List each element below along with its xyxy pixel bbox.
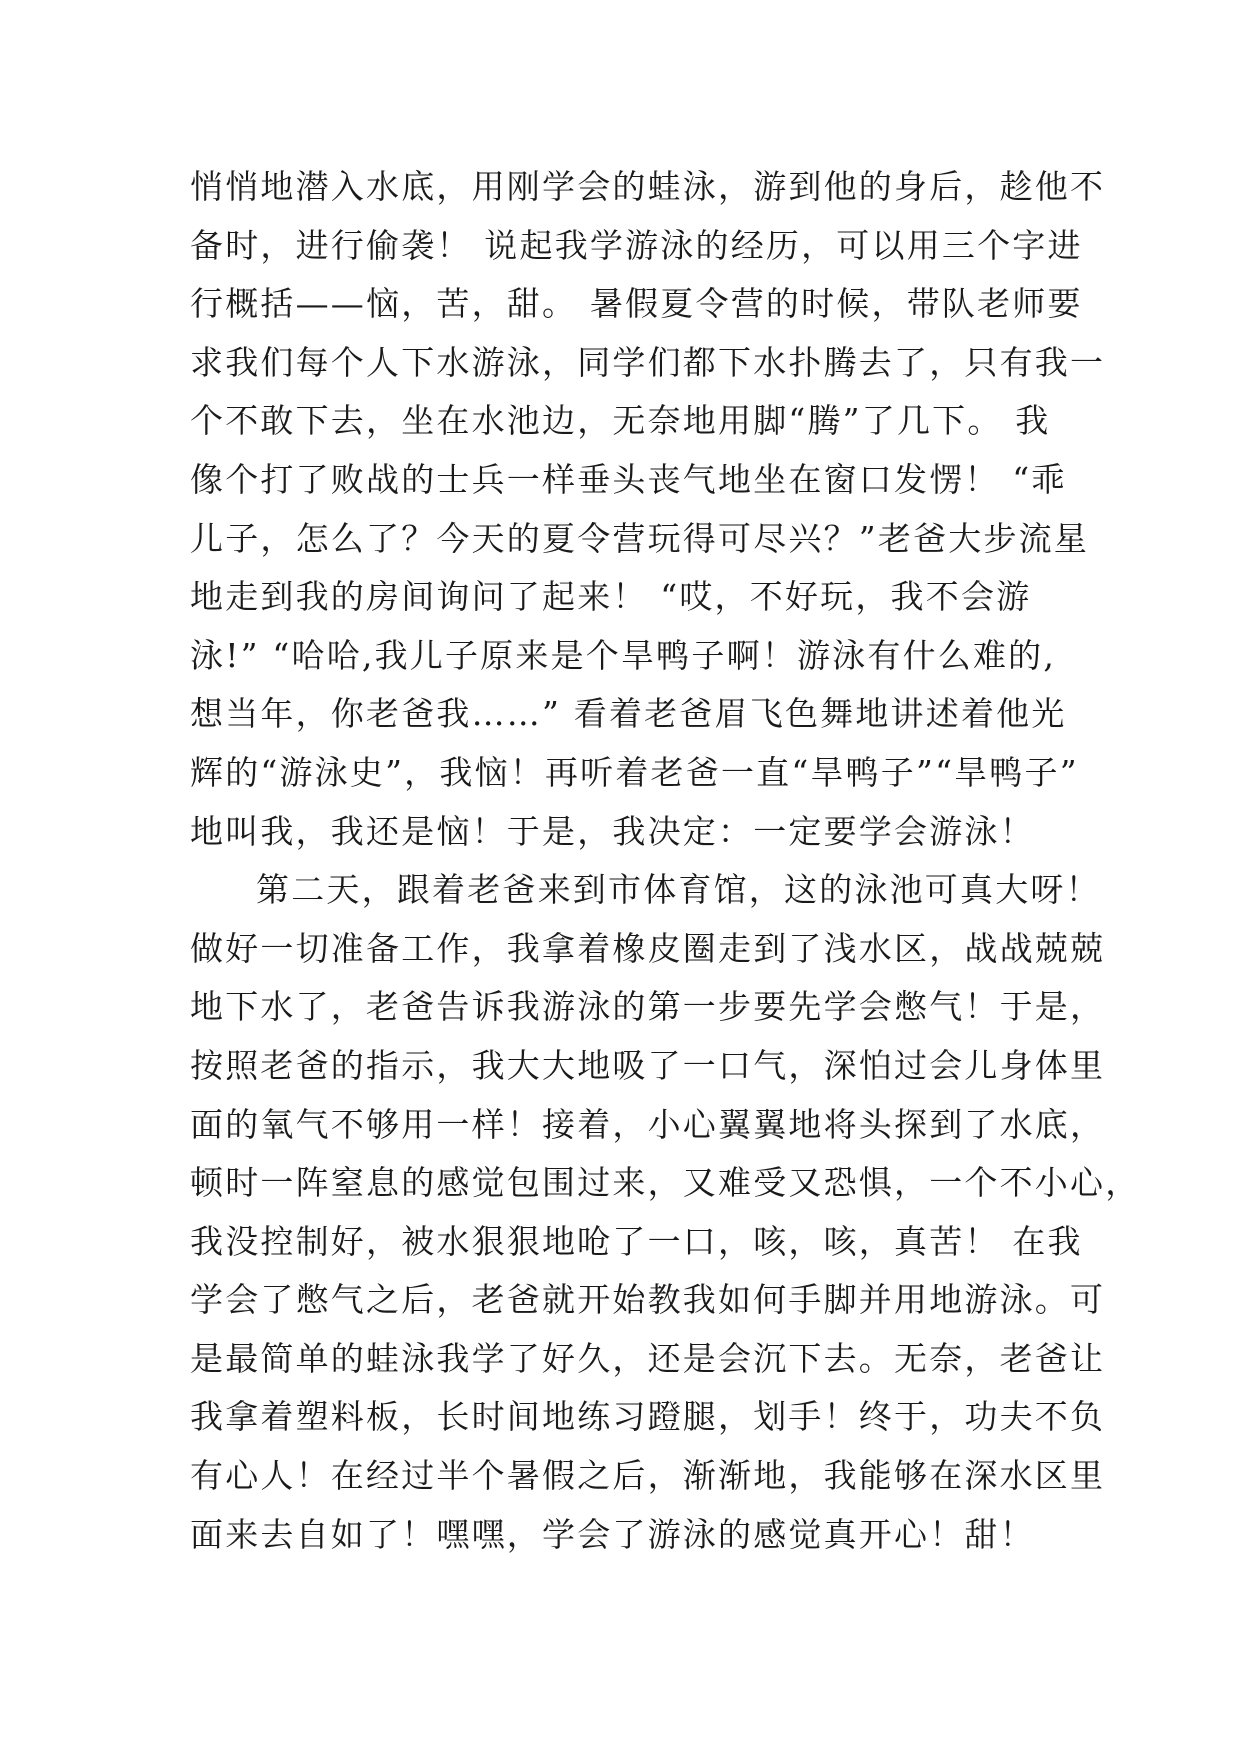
text-line: 悄悄地潜入水底，用刚学会的蛙泳，游到他的身后，趁他不: [190, 167, 1106, 206]
text-line: 面的氧气不够用一样！接着，小心翼翼地将头探到了水底，: [190, 1104, 1106, 1144]
text-line: 行概括——恼，苦，甜。 暑假夏令营的时候，带队老师要: [190, 284, 1083, 324]
text-line: 像个打了败战的士兵一样垂头丧气地坐在窗口发愣！ “乖: [190, 459, 1067, 499]
text-line: 辉的“游泳史”，我恼！再听着老爸一直“旱鸭子”“旱鸭子”: [190, 752, 1079, 792]
text-line: 想当年，你老爸我……” 看着老爸眉飞色舞地讲述着他光: [190, 694, 1067, 734]
text-line: 面来去自如了！嘿嘿，学会了游泳的感觉真开心！甜！: [190, 1514, 1035, 1554]
text-line: 按照老爸的指示，我大大地吸了一口气，深怕过会儿身体里: [190, 1045, 1106, 1085]
text-line: 个不敢下去，坐在水池边，无奈地用脚“腾”了几下。 我: [190, 401, 1051, 441]
text-line: 儿子，怎么了？今天的夏令营玩得可尽兴？”老爸大步流星: [190, 518, 1090, 558]
text-line: 求我们每个人下水游泳，同学们都下水扑腾去了，只有我一: [190, 342, 1106, 382]
text-line: 地走到我的房间询问了起来！ “哎，不好玩，我不会游: [190, 577, 1032, 617]
text-line: 备时，进行偷袭！ 说起我学游泳的经历，可以用三个字进: [190, 225, 1083, 265]
text-line: 学会了憋气之后，老爸就开始教我如何手脚并用地游泳。可: [190, 1280, 1106, 1320]
paragraph-start-line: 第二天，跟着老爸来到市体育馆，这的泳池可真大呀！: [256, 870, 1101, 910]
text-line: 地叫我，我还是恼！于是，我决定：一定要学会游泳！: [190, 811, 1035, 851]
text-line: 做好一切准备工作，我拿着橡皮圈走到了浅水区，战战兢兢: [190, 928, 1106, 968]
body-text: [190, 158, 1141, 1564]
text-line: 顿时一阵窒息的感觉包围过来，又难受又恐惧，一个不小心，: [190, 1163, 1141, 1203]
text-line: 我没控制好，被水狠狠地呛了一口，咳，咳，真苦！ 在我: [190, 1221, 1083, 1261]
text-line: 我拿着塑料板，长时间地练习蹬腿，划手！终于，功夫不负: [190, 1397, 1106, 1437]
text-line: 泳!” “哈哈,我儿子原来是个旱鸭子啊！游泳有什么难的,: [190, 635, 1057, 675]
text-line: 是最简单的蛙泳我学了好久，还是会沉下去。无奈，老爸让: [190, 1338, 1106, 1378]
text-line: 地下水了，老爸告诉我游泳的第一步要先学会憋气！于是，: [190, 987, 1106, 1027]
text-line: 有心人！在经过半个暑假之后，渐渐地，我能够在深水区里: [190, 1456, 1106, 1496]
